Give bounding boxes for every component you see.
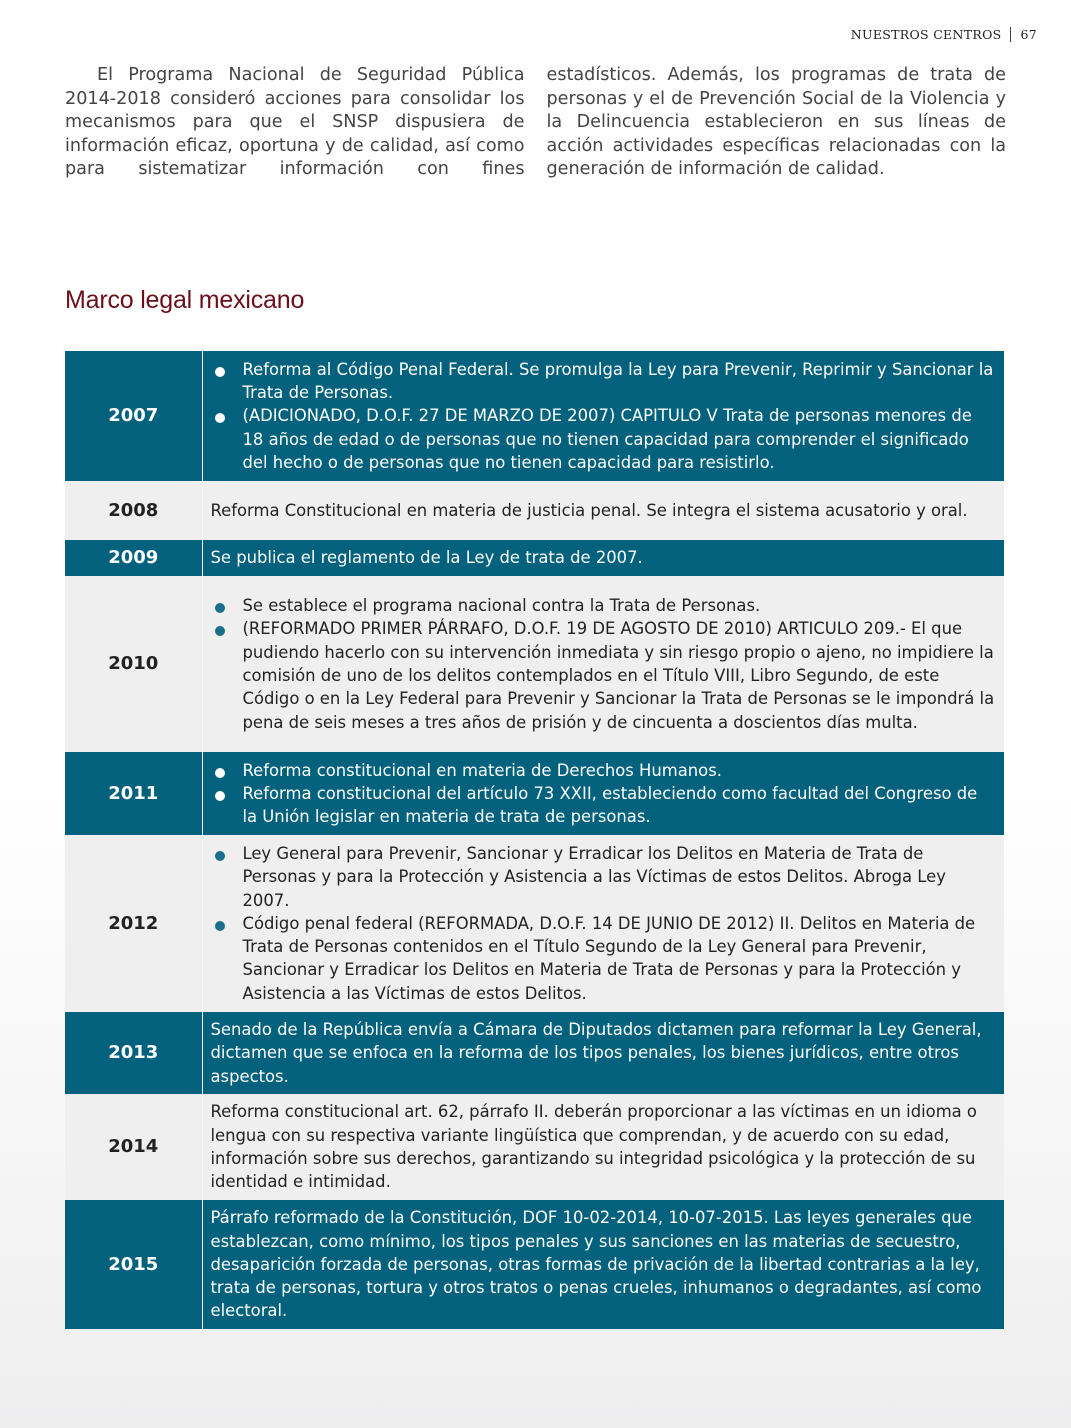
year-cell: 2013	[65, 1012, 202, 1094]
timeline-row-2015	[65, 1200, 1004, 1329]
description-cell	[202, 752, 1004, 835]
year-cell: 2012	[65, 835, 202, 1012]
year-cell: 2008	[65, 481, 202, 540]
list-item: Reforma constitucional en materia de Derechos Humanos.	[211, 759, 997, 782]
year-cell: 2015	[65, 1200, 202, 1329]
year-cell: 2014	[65, 1094, 202, 1200]
description-cell: Se publica el reglamento de la Ley de trata de 2007.	[202, 540, 1004, 576]
bullet-list	[211, 358, 997, 474]
running-head	[851, 27, 1037, 42]
header-divider	[1010, 27, 1011, 42]
section-title: Marco legal mexicano	[65, 286, 305, 314]
year-cell: 2011	[65, 752, 202, 835]
list-item: Ley General para Prevenir, Sancionar y Erradicar los Delitos en Materia de Trata de Personas y para la Protección y Asistencia a las Víctimas de estos Delitos. Abroga Ley 2007.	[211, 842, 997, 912]
list-item: (ADICIONADO, D.O.F. 27 DE MARZO DE 2007) CAPITULO V Trata de personas menores de 18 años de edad o de personas que no tienen capacidad para comprender el significado del hecho o de personas que no tienen capacidad para resistirlo.	[211, 404, 997, 474]
year-cell: 2009	[65, 540, 202, 576]
timeline-row-2009	[65, 540, 1004, 576]
list-item: Código penal federal (REFORMADA, D.O.F. 14 DE JUNIO DE 2012) II. Delitos en Materia de Trata de Personas contenidos en el Título Segundo de la Ley General para Prevenir, Sancionar y Erradicar los Delitos en Materia de Trata de Personas y para la Protección y Asistencia a las Víctimas de estos Delitos.	[211, 912, 997, 1005]
list-item: Reforma al Código Penal Federal. Se promulga la Ley para Prevenir, Reprimir y Sancionar la Trata de Personas.	[211, 358, 997, 405]
legal-timeline-table	[65, 351, 1004, 1329]
section-name: NUESTROS CENTROS	[850, 27, 1002, 42]
bullet-list	[211, 842, 997, 1005]
page-number: 67	[1020, 27, 1037, 42]
timeline-row-2007	[65, 351, 1004, 481]
timeline-row-2013	[65, 1012, 1004, 1094]
description-cell: Senado de la República envía a Cámara de Diputados dictamen para reformar la Ley General, dictamen que se enfoca en la reforma de los tipos penales, los bienes jurídicos, entre otros aspectos.	[202, 1012, 1004, 1094]
timeline-row-2014	[65, 1094, 1004, 1200]
list-item: Se establece el programa nacional contra la Trata de Personas.	[211, 594, 997, 617]
year-cell: 2010	[65, 576, 202, 752]
description-cell: Reforma Constitucional en materia de justicia penal. Se integra el sistema acusatorio y oral.	[202, 481, 1004, 540]
bullet-list	[211, 594, 997, 734]
list-item: Reforma constitucional del artículo 73 XXII, estableciendo como facultad del Congreso de la Unión legislar en materia de trata de personas.	[211, 782, 997, 829]
year-cell: 2007	[65, 351, 202, 481]
intro-text	[65, 64, 1006, 182]
timeline-row-2008	[65, 481, 1004, 540]
description-cell: Párrafo reformado de la Constitución, DOF 10-02-2014, 10-07-2015. Las leyes generales que establezcan, como mínimo, los tipos penales y sus sanciones en las materias de secuestro, desaparición forzada de personas, otras formas de privación de la libertad contrarias a la ley, trata de personas, tortura y otros tratos o penas crueles, inhumanos o degradantes, así como electoral.	[202, 1200, 1004, 1329]
description-cell: Reforma constitucional art. 62, párrafo II. deberán proporcionar a las víctimas en un idioma o lengua con su respectiva variante lingüística que comprendan, y de acuerdo con su edad, información sobre sus derechos, garantizando su integridad psicológica y la protección de su identidad e intimidad.	[202, 1094, 1004, 1200]
list-item: (REFORMADO PRIMER PÁRRAFO, D.O.F. 19 DE AGOSTO DE 2010) ARTICULO 209.- El que pudiendo hacerlo con su intervención inmediata y sin riesgo propio o ajeno, no impidiere la comisión de uno de los delitos contemplados en el Título VIII, Libro Segundo, de este Código o en la Ley Federal para Prevenir y Sancionar la Trata de Personas se le impondrá la pena de seis meses a tres años de prisión y de cincuenta a doscientos días multa.	[211, 617, 997, 733]
timeline-row-2011	[65, 752, 1004, 835]
timeline-row-2012	[65, 835, 1004, 1012]
description-cell	[202, 835, 1004, 1012]
description-cell	[202, 576, 1004, 752]
timeline-row-2010	[65, 576, 1004, 752]
description-cell	[202, 351, 1004, 481]
intro-paragraph: El Programa Nacional de Seguridad Pública 2014-2018 consideró acciones para consolidar los mecanismos para que el SNSP dispusiera de información eficaz, oportuna y de calidad, así como para sistematizar información con fines estadísticos. Además, los programas de trata de personas y el de Prevención Social de la Violencia y la Delincuencia establecieron en sus líneas de acción actividades específicas relacionadas con la generación de información de calidad.	[65, 65, 1006, 180]
bullet-list	[211, 759, 997, 829]
